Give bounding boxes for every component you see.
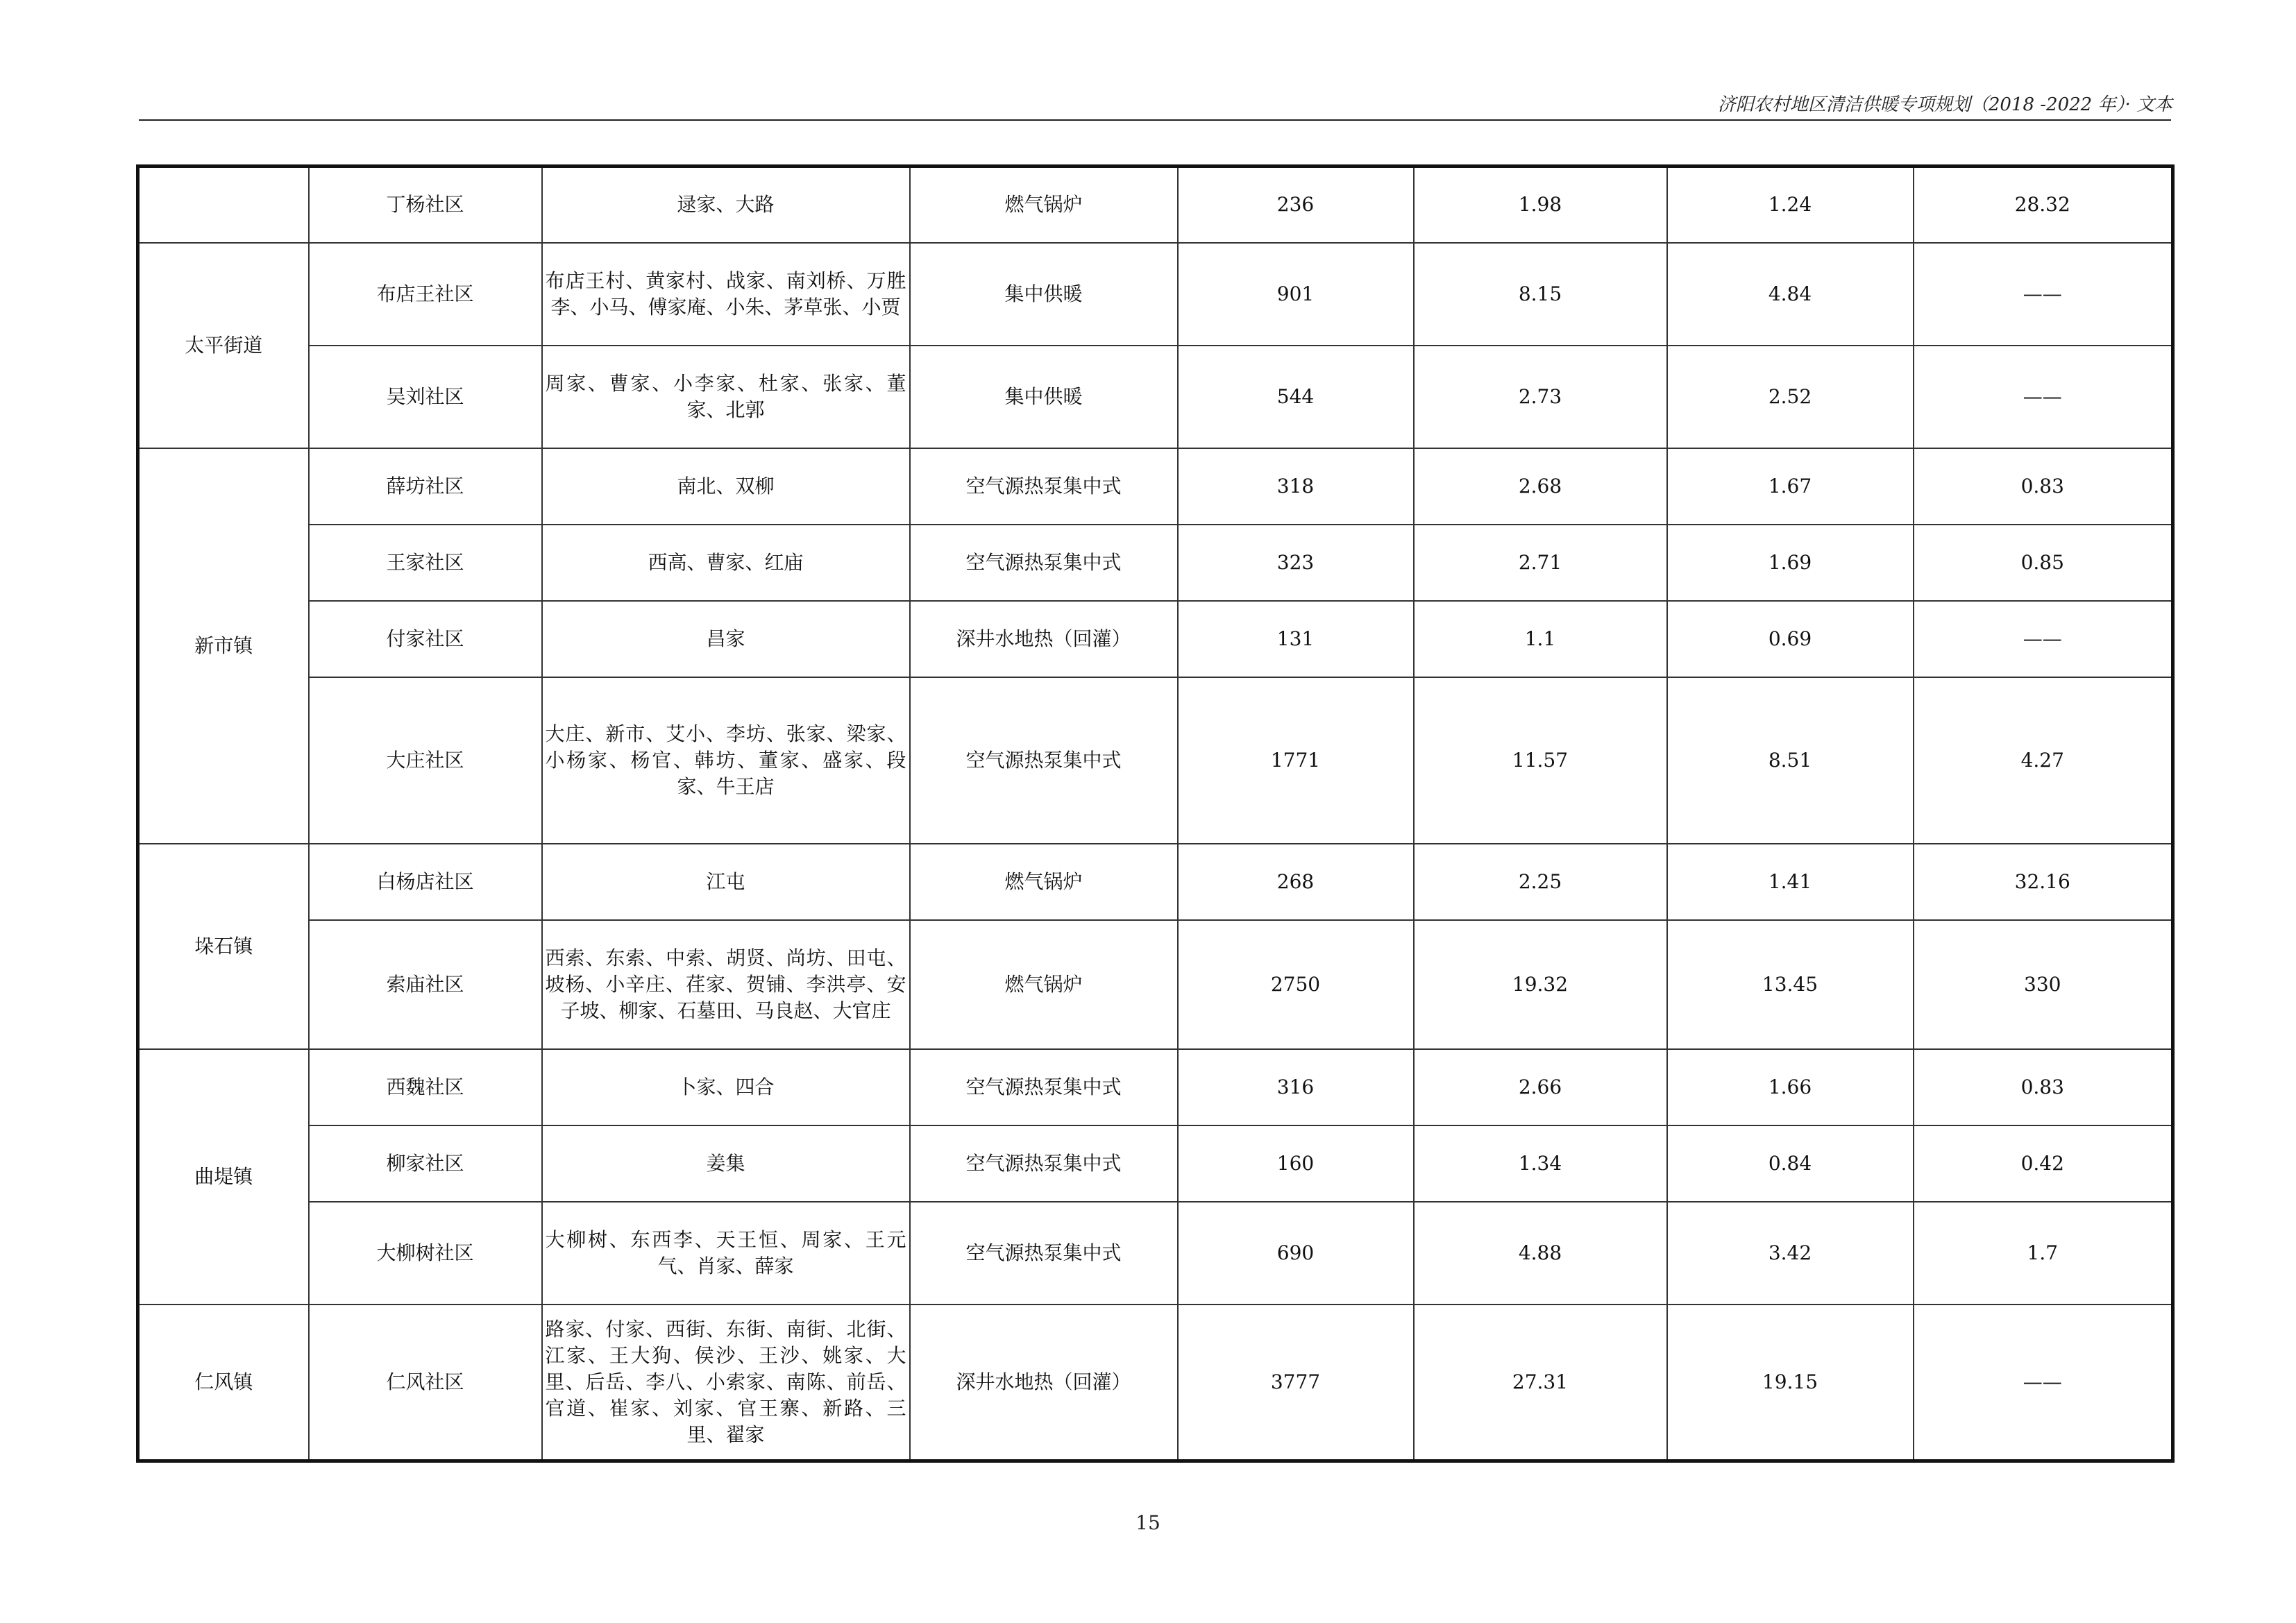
table-cell-value-1: 2.66 (1414, 1049, 1667, 1125)
table-cell-town: 太平街道 (138, 243, 309, 448)
table-cell-villages: 江屯 (542, 844, 910, 920)
table-cell-value-1: 1.1 (1414, 601, 1667, 677)
table-cell-households: 901 (1178, 243, 1414, 346)
table-cell-community: 布店王社区 (309, 243, 542, 346)
table-cell-value-3: 0.83 (1914, 1049, 2173, 1125)
table-cell-households: 160 (1178, 1125, 1414, 1202)
table-row (138, 1125, 2173, 1202)
table-cell-heating-method: 燃气锅炉 (910, 167, 1178, 243)
table-cell-community: 付家社区 (309, 601, 542, 677)
table-cell-households: 268 (1178, 844, 1414, 920)
table-cell-heating-method: 空气源热泵集中式 (910, 448, 1178, 525)
table-cell-villages: 西索、东索、中索、胡贤、尚坊、田屯、坡杨、小辛庄、荏家、贺铺、李洪亭、安子坡、柳家、石墓田、马良赵、大官庄 (542, 920, 910, 1049)
table-cell-households: 1771 (1178, 677, 1414, 844)
table-cell-value-2: 1.24 (1667, 167, 1914, 243)
table-cell-value-2: 0.84 (1667, 1125, 1914, 1202)
table-cell-value-1: 8.15 (1414, 243, 1667, 346)
table-cell-villages: 西高、曹家、红庙 (542, 525, 910, 601)
table-row (138, 1305, 2173, 1461)
table-cell-villages: 布店王村、黄家村、战家、南刘桥、万胜李、小马、傅家庵、小朱、茅草张、小贾 (542, 243, 910, 346)
table-row (138, 677, 2173, 844)
table-cell-heating-method: 空气源热泵集中式 (910, 1125, 1178, 1202)
table-cell-villages: 逯家、大路 (542, 167, 910, 243)
table-cell-households: 323 (1178, 525, 1414, 601)
table-cell-value-1: 2.73 (1414, 346, 1667, 448)
table-cell-villages: 路家、付家、西街、东街、南街、北街、江家、王大狗、侯沙、王沙、姚家、大里、后岳、李八、小索家、南陈、前岳、官道、崔家、刘家、官王寨、新路、三里、翟家 (542, 1305, 910, 1461)
table-cell-community: 丁杨社区 (309, 167, 542, 243)
table-cell-value-2: 8.51 (1667, 677, 1914, 844)
table-cell-villages: 南北、双柳 (542, 448, 910, 525)
table-cell-households: 318 (1178, 448, 1414, 525)
table-cell-households: 131 (1178, 601, 1414, 677)
table-cell-value-1: 2.25 (1414, 844, 1667, 920)
table-cell-villages: 昌家 (542, 601, 910, 677)
table-cell-community: 白杨店社区 (309, 844, 542, 920)
table-cell-value-2: 1.69 (1667, 525, 1914, 601)
table-cell-value-1: 4.88 (1414, 1202, 1667, 1305)
table-cell-value-2: 19.15 (1667, 1305, 1914, 1461)
table-row (138, 844, 2173, 920)
table-row (138, 243, 2173, 346)
table-cell-community: 大柳树社区 (309, 1202, 542, 1305)
table-cell-villages: 大柳树、东西李、天王恒、周家、王元气、肖家、薛家 (542, 1202, 910, 1305)
table-cell-heating-method: 空气源热泵集中式 (910, 1049, 1178, 1125)
table-cell-value-3: 0.85 (1914, 525, 2173, 601)
table-cell-value-2: 3.42 (1667, 1202, 1914, 1305)
table-cell-value-1: 2.68 (1414, 448, 1667, 525)
table-cell-value-3: 32.16 (1914, 844, 2173, 920)
table-cell-value-3: —— (1914, 601, 2173, 677)
table-cell-value-3: —— (1914, 243, 2173, 346)
table-cell-heating-method: 深井水地热（回灌） (910, 601, 1178, 677)
table-cell-heating-method: 集中供暖 (910, 243, 1178, 346)
table-cell-value-3: 1.7 (1914, 1202, 2173, 1305)
table-cell-value-2: 4.84 (1667, 243, 1914, 346)
table-cell-heating-method: 燃气锅炉 (910, 920, 1178, 1049)
table-cell-community: 薛坊社区 (309, 448, 542, 525)
table-cell-heating-method: 空气源热泵集中式 (910, 1202, 1178, 1305)
table-cell-heating-method: 空气源热泵集中式 (910, 525, 1178, 601)
table-row (138, 167, 2173, 243)
table-cell-value-2: 0.69 (1667, 601, 1914, 677)
table-row (138, 1202, 2173, 1305)
table-cell-value-1: 2.71 (1414, 525, 1667, 601)
table-row (138, 525, 2173, 601)
table-cell-community: 柳家社区 (309, 1125, 542, 1202)
table-cell-households: 544 (1178, 346, 1414, 448)
table-cell-value-2: 13.45 (1667, 920, 1914, 1049)
table-cell-town: 曲堤镇 (138, 1049, 309, 1305)
table-cell-households: 3777 (1178, 1305, 1414, 1461)
table-row (138, 601, 2173, 677)
table-cell-value-3: 0.42 (1914, 1125, 2173, 1202)
header-rule (139, 119, 2171, 121)
table-cell-community: 吴刘社区 (309, 346, 542, 448)
table-cell-value-2: 1.67 (1667, 448, 1914, 525)
table-cell-villages: 大庄、新市、艾小、李坊、张家、梁家、小杨家、杨官、韩坊、董家、盛家、段家、牛王店 (542, 677, 910, 844)
table-cell-heating-method: 集中供暖 (910, 346, 1178, 448)
table-cell-heating-method: 深井水地热（回灌） (910, 1305, 1178, 1461)
table-cell-households: 690 (1178, 1202, 1414, 1305)
table-row (138, 920, 2173, 1049)
table-cell-community: 仁风社区 (309, 1305, 542, 1461)
table-cell-value-1: 11.57 (1414, 677, 1667, 844)
table-cell-community: 王家社区 (309, 525, 542, 601)
table-cell-value-1: 1.34 (1414, 1125, 1667, 1202)
table-row (138, 1049, 2173, 1125)
page-number: 15 (1136, 1511, 1160, 1534)
page-header: 济阳农村地区清洁供暖专项规划（2018 -2022 年）· 文本 (1717, 94, 2172, 115)
table-cell-value-2: 1.66 (1667, 1049, 1914, 1125)
table-cell-heating-method: 空气源热泵集中式 (910, 677, 1178, 844)
data-table (136, 164, 2175, 1463)
table-cell-value-1: 19.32 (1414, 920, 1667, 1049)
table-cell-households: 316 (1178, 1049, 1414, 1125)
table-cell-value-3: 330 (1914, 920, 2173, 1049)
table-cell-community: 索庙社区 (309, 920, 542, 1049)
table-cell-community: 西魏社区 (309, 1049, 542, 1125)
table-cell-value-3: —— (1914, 346, 2173, 448)
table-cell-town: 垛石镇 (138, 844, 309, 1049)
table-row (138, 346, 2173, 448)
table-cell-villages: 周家、曹家、小李家、杜家、张家、董家、北郭 (542, 346, 910, 448)
table-cell-value-2: 1.41 (1667, 844, 1914, 920)
table-cell-value-3: 28.32 (1914, 167, 2173, 243)
table-cell-value-3: 0.83 (1914, 448, 2173, 525)
table-cell-town: 新市镇 (138, 448, 309, 844)
table-cell-value-2: 2.52 (1667, 346, 1914, 448)
table-cell-value-1: 27.31 (1414, 1305, 1667, 1461)
table-cell-households: 236 (1178, 167, 1414, 243)
table-cell-households: 2750 (1178, 920, 1414, 1049)
table-cell-value-1: 1.98 (1414, 167, 1667, 243)
table-cell-value-3: —— (1914, 1305, 2173, 1461)
table-cell-town (138, 167, 309, 243)
table-row (138, 448, 2173, 525)
table-cell-villages: 姜集 (542, 1125, 910, 1202)
table-cell-town: 仁风镇 (138, 1305, 309, 1461)
table-cell-value-3: 4.27 (1914, 677, 2173, 844)
table-cell-heating-method: 燃气锅炉 (910, 844, 1178, 920)
table-cell-villages: 卜家、四合 (542, 1049, 910, 1125)
table-cell-community: 大庄社区 (309, 677, 542, 844)
